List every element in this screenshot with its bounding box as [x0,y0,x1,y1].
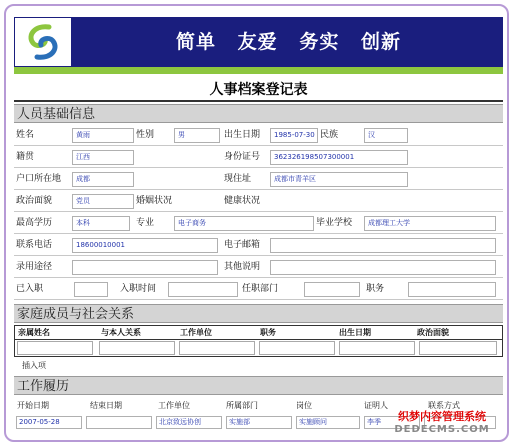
position-label: 职务 [366,284,385,294]
employed-label: 已入职 [16,284,44,294]
phone-label: 联系电话 [16,240,53,250]
family-position-cell[interactable] [259,341,335,355]
slogan [74,17,503,67]
section-work-history: 工作履历 [14,376,503,395]
address-field[interactable]: 成都市青羊区 [270,172,408,187]
birth-date-field[interactable]: 1985-07-30 [270,128,318,143]
position-field[interactable] [408,282,496,297]
work-col-company: 工作单位 [158,401,190,410]
slogan-word: 简单 [176,31,217,53]
form-row-name [14,125,503,146]
work-end-cell[interactable] [86,416,152,429]
work-col-start: 开始日期 [17,401,49,410]
school-label: 毕业学校 [316,218,353,228]
work-col-witness: 证明人 [364,401,388,410]
form-row-origin [14,147,503,168]
name-label: 姓名 [16,130,35,140]
email-field[interactable] [270,238,496,253]
entry-time-label: 入职时间 [120,284,157,294]
other-notes-label: 其他说明 [224,262,261,272]
family-col-company: 工作单位 [180,328,212,337]
form-title: 人事档案登记表 [14,78,503,102]
header-banner [14,17,503,67]
id-number-label: 身份证号 [224,152,261,162]
marital-label: 婚姻状况 [136,196,173,206]
major-field[interactable]: 电子商务 [174,216,314,231]
family-col-political: 政治面貌 [417,328,449,337]
accent-bar [14,67,503,74]
phone-field[interactable]: 18600010001 [72,238,218,253]
education-label: 最高学历 [16,218,53,228]
family-table-header [14,325,503,340]
form-row-hukou [14,169,503,190]
hire-channel-field[interactable] [72,260,218,275]
work-col-dept: 所属部门 [226,401,258,410]
email-label: 电子邮箱 [224,240,261,250]
family-table-row [14,340,503,357]
watermark-line2: DEDECMS.COM [394,424,490,435]
origin-field[interactable]: 江西 [72,150,134,165]
slogan-word: 创新 [360,31,401,53]
political-field[interactable]: 党员 [72,194,134,209]
other-notes-field[interactable] [270,260,496,275]
entry-time-field[interactable] [168,282,238,297]
company-logo [14,17,72,67]
hukou-field[interactable]: 成都 [72,172,134,187]
family-name-cell[interactable] [17,341,93,355]
form-frame [4,4,509,442]
political-label: 政治面貌 [16,196,53,206]
family-birth-cell[interactable] [339,341,415,355]
health-label: 健康状况 [224,196,261,206]
family-relation-cell[interactable] [99,341,175,355]
section-family: 家庭成员与社会关系 [14,304,503,323]
work-start-cell[interactable]: 2007-05-28 [16,416,82,429]
form-row-political [14,191,503,212]
slogan-word: 务实 [299,31,340,53]
department-label: 任职部门 [242,284,279,294]
work-col-post: 岗位 [296,401,312,410]
family-col-name: 亲属姓名 [18,328,50,337]
family-col-relation: 与本人关系 [101,328,141,337]
section-basic-info: 人员基础信息 [14,104,503,123]
ethnicity-field[interactable]: 汉 [364,128,408,143]
logo-swirl-icon [19,21,67,63]
school-field[interactable]: 成都理工大学 [364,216,496,231]
education-field[interactable]: 本科 [72,216,130,231]
id-number-field[interactable]: 362326198507300001 [270,150,408,165]
family-col-position: 职务 [260,328,276,337]
employed-field[interactable] [74,282,108,297]
gender-field[interactable]: 男 [174,128,220,143]
hire-channel-label: 录用途径 [16,262,53,272]
watermark-line1: 织梦内容管理系统 [398,410,486,423]
hukou-label: 户口所在地 [16,174,62,184]
form-row-channel [14,257,503,278]
work-witness-cell[interactable]: 李季 [364,416,420,429]
form-row-employment [14,279,503,300]
address-label: 现住址 [224,174,252,184]
origin-label: 籍贯 [16,152,35,162]
name-field[interactable]: 黄雨 [72,128,134,143]
work-company-cell[interactable]: 北京致远协创 [156,416,222,429]
work-dept-cell[interactable]: 实施部 [226,416,292,429]
watermark [383,410,501,436]
form-row-phone [14,235,503,256]
form-row-education [14,213,503,234]
insert-row-link[interactable]: 插入项 [22,361,46,370]
major-label: 专业 [136,218,155,228]
work-col-contact: 联系方式 [428,401,460,410]
birth-date-label: 出生日期 [224,130,261,140]
slogan-word: 友爱 [237,31,278,53]
family-company-cell[interactable] [179,341,255,355]
work-post-cell[interactable]: 实施顾问 [296,416,360,429]
work-col-end: 结束日期 [90,401,122,410]
ethnicity-label: 民族 [320,130,339,140]
department-field[interactable] [304,282,360,297]
family-political-cell[interactable] [419,341,497,355]
gender-label: 性别 [136,130,155,140]
family-col-birth: 出生日期 [339,328,371,337]
